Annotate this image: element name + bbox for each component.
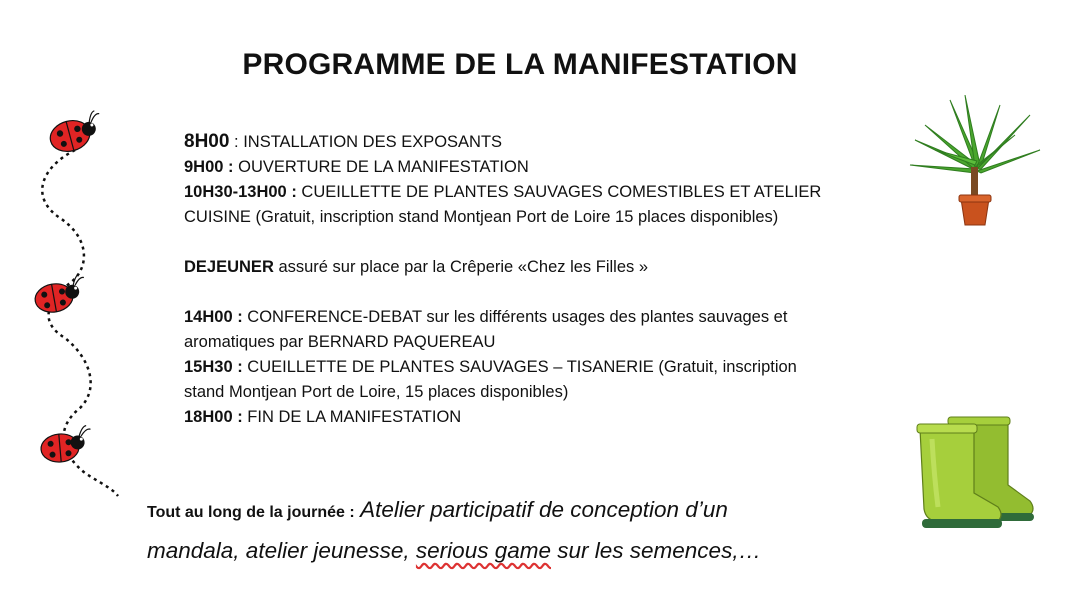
schedule-text-2: CUEILLETTE DE PLANTES SAUVAGES COMESTIBLES ET ATELIER bbox=[301, 183, 822, 201]
footer-italic-1: Atelier participatif de conception d’un bbox=[354, 497, 728, 522]
ladybug-icon-top bbox=[46, 110, 107, 156]
afternoon-time-0: 14H00 : bbox=[184, 308, 243, 326]
afternoon-item-0 bbox=[184, 305, 884, 330]
afternoon-text-1: CUEILLETTE DE PLANTES SAUVAGES – TISANERIE (Gratuit, inscription bbox=[242, 358, 797, 376]
schedule-time-0: 8H00 bbox=[184, 131, 230, 152]
footer-label: Tout au long de la journée : bbox=[147, 504, 355, 521]
afternoon-item-1 bbox=[184, 355, 884, 380]
rubber-boots-illustration bbox=[912, 415, 1042, 530]
ladybug-icon-bottom bbox=[39, 425, 93, 463]
potted-plant-illustration bbox=[905, 95, 1045, 230]
page-title: PROGRAMME DE LA MANIFESTATION bbox=[242, 48, 798, 81]
afternoon-text-2: FIN DE LA MANIFESTATION bbox=[242, 408, 462, 426]
afternoon-time-1: 15H30 : bbox=[184, 358, 243, 376]
lunch-label: DEJEUNER bbox=[184, 258, 274, 276]
schedule-time-1: 9H00 : bbox=[184, 158, 234, 176]
footer-line-2 bbox=[147, 532, 907, 570]
footer-italic-2c: sur les semences,… bbox=[551, 538, 762, 563]
schedule-text-1: OUVERTURE DE LA MANIFESTATION bbox=[238, 158, 529, 176]
afternoon-text-0: CONFERENCE-DEBAT sur les différents usages des plantes sauvages et bbox=[242, 308, 788, 326]
lunch-text: assuré sur place par la Crêperie «Chez les Filles » bbox=[273, 258, 649, 276]
afternoon-item-2 bbox=[184, 405, 884, 430]
ladybug-icon-middle bbox=[32, 274, 89, 316]
program-schedule bbox=[184, 129, 884, 430]
schedule-item-2 bbox=[184, 180, 884, 205]
footer-serious-game: serious game bbox=[415, 538, 551, 563]
afternoon-item-1-cont: stand Montjean Port de Loire, 15 places disponibles) bbox=[184, 383, 569, 401]
lunch-line bbox=[184, 255, 884, 280]
footer-line-1 bbox=[147, 491, 907, 532]
schedule-sep-0: : bbox=[229, 133, 244, 151]
schedule-time-2: 10H30-13H00 : bbox=[184, 183, 297, 201]
schedule-item-2-cont: CUISINE (Gratuit, inscription stand Montjean Port de Loire 15 places disponibles) bbox=[184, 208, 779, 226]
ladybug-trail-illustration bbox=[20, 108, 130, 498]
schedule-item-0 bbox=[184, 129, 884, 155]
all-day-activities bbox=[147, 491, 907, 570]
schedule-text-0: INSTALLATION DES EXPOSANTS bbox=[243, 133, 503, 151]
footer-italic-2a: mandala, atelier jeunesse, bbox=[147, 538, 416, 563]
afternoon-item-0-cont: aromatiques par BERNARD PAQUEREAU bbox=[184, 333, 496, 351]
schedule-item-1 bbox=[184, 155, 884, 180]
afternoon-time-2: 18H00 : bbox=[184, 408, 243, 426]
